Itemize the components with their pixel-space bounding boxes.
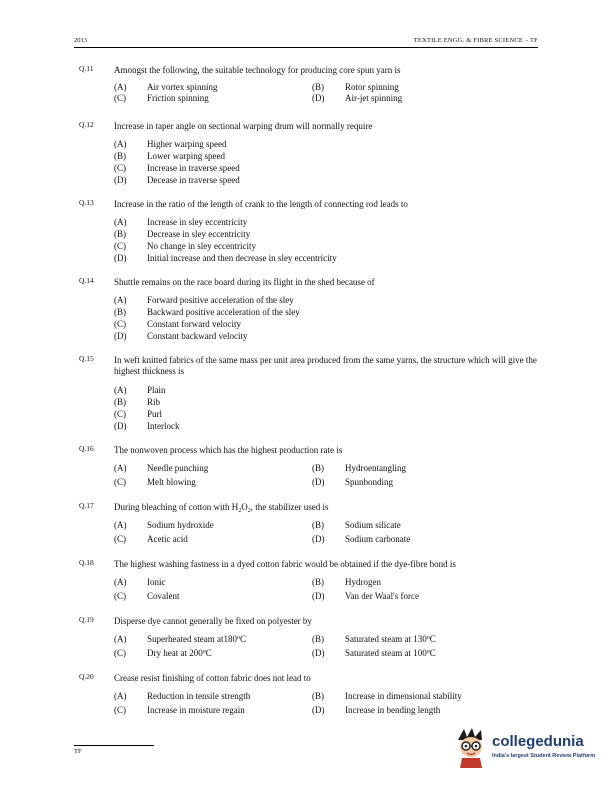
- question-text: Shuttle remains on the race board during its flight in the shed because of: [114, 277, 375, 287]
- question-number: Q.20: [79, 672, 94, 681]
- question-text: Amongst the following, the suitable technology for producing core spun yarn is: [114, 65, 401, 75]
- question-number: Q.19: [79, 615, 94, 624]
- question-number: Q.14: [79, 276, 94, 285]
- collegedunia-logo: [452, 726, 602, 768]
- question-20: Q.20 Crease resist finishing of cotton fabric does not lead to (A) Reduction in tensile strength (B) Increase in dimensional stability (C) Increase in moisture regain (D) Increase in bending length: [79, 673, 539, 715]
- question-12: Q.12 Increase in taper angle on sectional warping drum will normally require (A) Higher warping speed (B) Lower warping speed (C) Increase in traverse speed (D) Decease in traverse speed: [79, 121, 539, 187]
- logo-wordmark: collegedunia: [492, 733, 584, 750]
- question-number: Q.18: [79, 558, 94, 567]
- question-15: Q.15 In weft knitted fabrics of the same mass per unit area produced from the same yarns, the structure which will give the highest thickness is (A) Plain (B) Rib (C) Purl (D) Interlock: [79, 354, 537, 431]
- exam-year: 2013: [74, 37, 87, 44]
- question-text: Increase in taper angle on sectional warping drum will normally require: [114, 121, 373, 131]
- question-number: Q.12: [79, 120, 94, 129]
- question-19: Q.19 Disperse dye cannot generally be fixed on polyester by (A) Superheated steam at180$^o$C (B) Saturated steam at 130$^o$C (C) Dry heat at 200$^o$C (D) Saturated steam at 100$^o$C: [79, 616, 539, 658]
- question-18: Q.18 The highest washing fastness in a dyed cotton fabric would be obtained if the dye-fibre bond is (A) Ionic (B) Hydrogen (C) Covalent (D) Van der Waal's force: [79, 559, 539, 601]
- question-text: Crease resist finishing of cotton fabric does not lead to: [114, 673, 311, 683]
- question-number: Q.15: [79, 354, 94, 363]
- question-text: In weft knitted fabrics of the same mass per unit area produced from the same yarns, the structure which will give the highest thickness is: [114, 355, 537, 376]
- question-14: Q.14 Shuttle remains on the race board during its flight in the shed because of (A) Forward positive acceleration of the sley (B) Backward positive acceleration of the sley (C) Constant forward velocity (D) Constant backward velocity: [79, 277, 539, 343]
- question-16: Q.16 The nonwoven process which has the highest production rate is (A) Needle punching (B) Hydroentangling (C) Melt blowing (D) Spunbonding: [79, 445, 539, 487]
- question-number: Q.17: [79, 501, 94, 510]
- question-number: Q.16: [79, 444, 94, 453]
- question-number: Q.11: [79, 64, 94, 73]
- question-11: Q.11 Amongst the following, the suitable technology for producing core spun yarn is (A) Air vortex spinning (B) Rotor spinning (C) Friction spinning (D) Air-jet spinning: [79, 65, 539, 107]
- question-text: During bleaching of cotton with $H_2O_2$, the stabilizer used is: [114, 502, 329, 514]
- question-17: Q.17 During bleaching of cotton with $H_2O_2$, the stabilizer used is (A) Sodium hydroxide (B) Sodium silicate (C) Acetic acid (D) Sodium carbonate: [79, 502, 539, 544]
- question-text: The highest washing fastness in a dyed cotton fabric would be obtained if the dye-fibre bond is: [114, 559, 456, 569]
- mascot-icon: [452, 726, 490, 768]
- question-number: Q.13: [79, 198, 94, 207]
- page-header: [74, 35, 538, 48]
- page-footer: [74, 745, 154, 755]
- paper-code: TF: [74, 748, 82, 755]
- question-13: Q.13 Increase in the ratio of the length of crank to the length of connecting rod leads to (A) Increase in sley eccentricity (B) Decrease in sley eccentricity (C) No change in sley eccentricity (D) Initial increase and then decrease in sley eccentricity: [79, 199, 539, 265]
- paper-title: TEXTILE ENGG. & FIBRE SCIENCE – TF: [413, 37, 538, 44]
- question-text: Disperse dye cannot generally be fixed on polyester by: [114, 616, 312, 626]
- question-text: Increase in the ratio of the length of crank to the length of connecting rod leads to: [114, 199, 408, 209]
- question-text: The nonwoven process which has the highest production rate is: [114, 445, 343, 455]
- logo-tagline: India's largest Student Review Platform: [492, 753, 596, 759]
